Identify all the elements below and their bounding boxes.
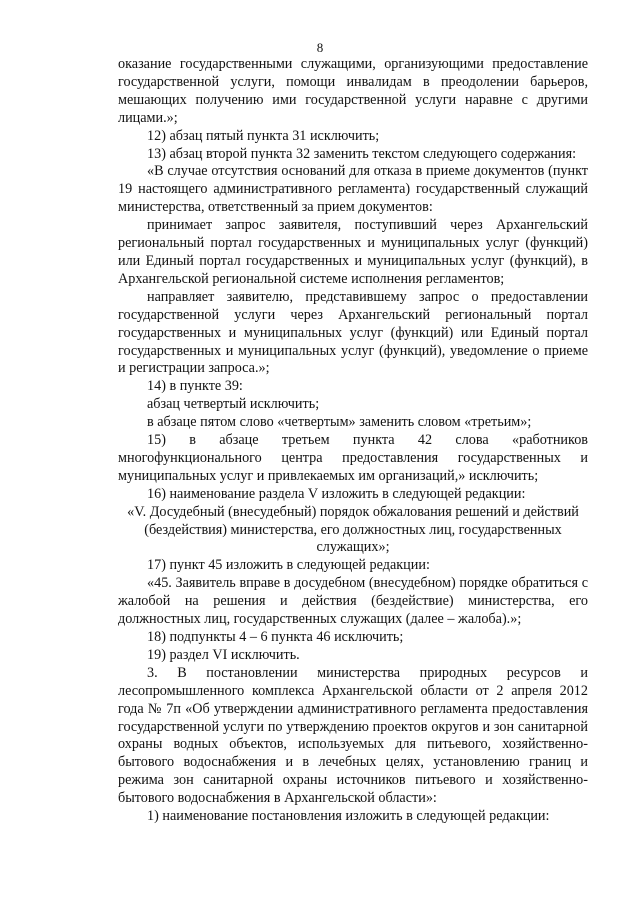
- paragraph: 14) в пункте 39:: [147, 378, 243, 395]
- page-number: 8: [316, 40, 324, 55]
- paragraph: 3. В постановлении министерства природных ресурсов и лесопромышленного комплекса Архангельской области от 2 апреля 2012 года № 7п «Об утверждении административного регламента предоставления государственной услуги по утверждению проектов округов и зон санитарной охраны водных объектов, используемых для питьевого, хозяйственно-бытового водоснабжения и в лечебных целях, установлению границ и режима зон санитарной охраны источников питьевого и хозяйственно-бытового водоснабжения в Архангельской области»:: [118, 664, 588, 807]
- paragraph: 15) в абзаце третьем пункта 42 слова «работников многофункционального центра предоставления государственных и муниципальных услуг и привлекаемых им организаций,» исключить;: [118, 432, 588, 484]
- section-heading: «V. Досудебный (внесудебный) порядок обжалования решений и действий (бездействия) министерства, его должностных лиц, государственных служащих»;: [127, 503, 579, 556]
- paragraph: 12) абзац пятый пункта 31 исключить;: [147, 127, 380, 144]
- paragraph: 19) раздел VI исключить.: [147, 646, 300, 663]
- paragraph: оказание государственными служащими, организующими предоставление государственной услуги, помощи инвалидам в преодолении барьеров, мешающих получению ими государственной услуги наравне с другими лицами.»;: [118, 56, 588, 126]
- paragraph: 17) пункт 45 изложить в следующей редакции:: [147, 557, 430, 574]
- paragraph: в абзаце пятом слово «четвертым» заменить словом «третьим»;: [147, 414, 532, 431]
- paragraph: принимает запрос заявителя, поступивший через Архангельский региональный портал государственных и муниципальных услуг (функций) или Единый портал государственных и муниципальных услуг (функций), в Архангельской региональной системе исполнения регламентов;: [118, 217, 588, 287]
- paragraph: абзац четвертый исключить;: [147, 396, 320, 413]
- paragraph: 1) наименование постановления изложить в следующей редакции:: [147, 808, 550, 825]
- paragraph: 13) абзац второй пункта 32 заменить текстом следующего содержания:: [147, 145, 577, 162]
- paragraph: направляет заявителю, представившему запрос о предоставлении государственной услуги через Архангельский региональный портал государственных и муниципальных услуг (функций) или Единый портал государственных и муниципальных услуг (функций), уведомление о приеме и регистрации запроса.»;: [118, 288, 588, 377]
- paragraph: «45. Заявитель вправе в досудебном (внесудебном) порядке обратиться с жалобой на решения и действия (бездействие) министерства, его должностных лиц, государственных служащих (далее – жалоба).»;: [118, 575, 588, 628]
- paragraph: 18) подпункты 4 – 6 пункта 46 исключить;: [147, 629, 404, 645]
- document-body: [118, 56, 588, 826]
- paragraph: «В случае отсутствия оснований для отказа в приеме документов (пункт 19 настоящего административного регламента) государственный служащий министерства, ответственный за прием документов:: [118, 163, 588, 216]
- paragraph: 16) наименование раздела V изложить в следующей редакции:: [147, 485, 526, 502]
